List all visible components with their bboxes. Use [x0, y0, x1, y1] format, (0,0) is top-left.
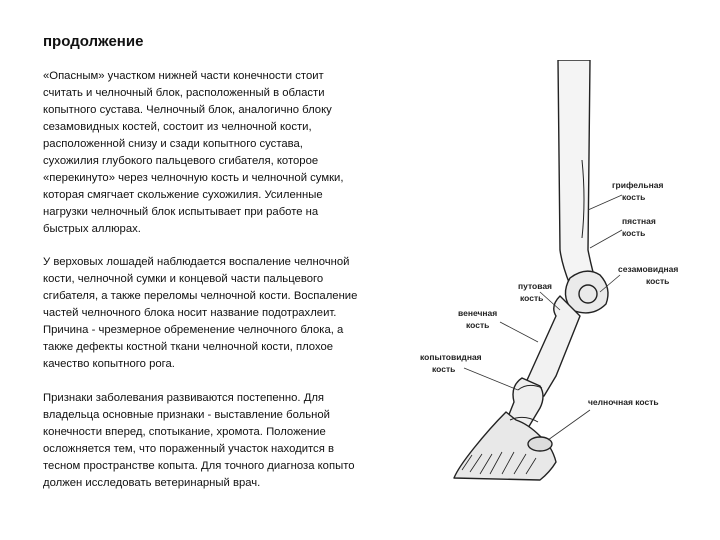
- slide-title: продолжение: [43, 33, 144, 50]
- horse-leg-bones-diagram: [410, 60, 680, 500]
- label-coronet-bone-1: венечная: [458, 308, 498, 318]
- label-sesamoid-bone-2: кость: [646, 276, 670, 286]
- label-navicular-bone: челночная кость: [588, 397, 659, 407]
- cannon-bone: [558, 60, 596, 285]
- label-splint-bone-2: кость: [622, 192, 646, 202]
- label-cannon-bone-2: кость: [622, 228, 646, 238]
- label-coronet-bone-2: кость: [466, 320, 490, 330]
- label-coffin-bone-1: копытовидная: [420, 352, 482, 362]
- label-splint-bone-1: грифельная: [612, 180, 664, 190]
- paragraph-navicular-block: «Опасным» участком нижней части конечности стоит считать и челночный блок, расположенный в области копытного сустава. Челночный блок, аналогично блоку сезамовидных костей, состоит из челночной кости, расположенной снизу и сзади копытного сустава, сухожилия глубокого пальцевого сгибателя, которое «перекинуто» через челночную кость и челночной сумки, которая смягчает скольжение сухожилия. Усиленные нагрузки челночный блок испытывает при работе на быстрых аллюрах.: [43, 70, 344, 235]
- navicular-bone: [528, 437, 552, 451]
- sesamoid-bone: [565, 271, 608, 313]
- paragraph-inflammation: У верховых лошадей наблюдается воспаление челночной кости, челночной сумки и концевой части пальцевого сгибателя, а также переломы челночной кости. Воспаление частей челночного блока носит название подотрахлеит. Причина - чрезмерное обременение челночного блока, а также дефекты костной ткани челночной кости, плохое качество копытного рога.: [43, 256, 358, 370]
- paragraph-symptoms: Признаки заболевания развиваются постепенно. Для владельца основные признаки - выставление больной конечности вперед, спотыкание, хромота. Положение осложняется тем, что пораженный участок находится в тесном пространстве копыта. Для точного диагноза копыто должен исследовать ветеринарный врач.: [43, 392, 355, 489]
- label-cannon-bone-1: пястная: [622, 216, 656, 226]
- label-coffin-bone-2: кость: [432, 364, 456, 374]
- label-pastern-bone-1: путовая: [518, 281, 553, 291]
- label-pastern-bone-2: кость: [520, 293, 544, 303]
- label-sesamoid-bone-1: сезамовидная: [618, 264, 679, 274]
